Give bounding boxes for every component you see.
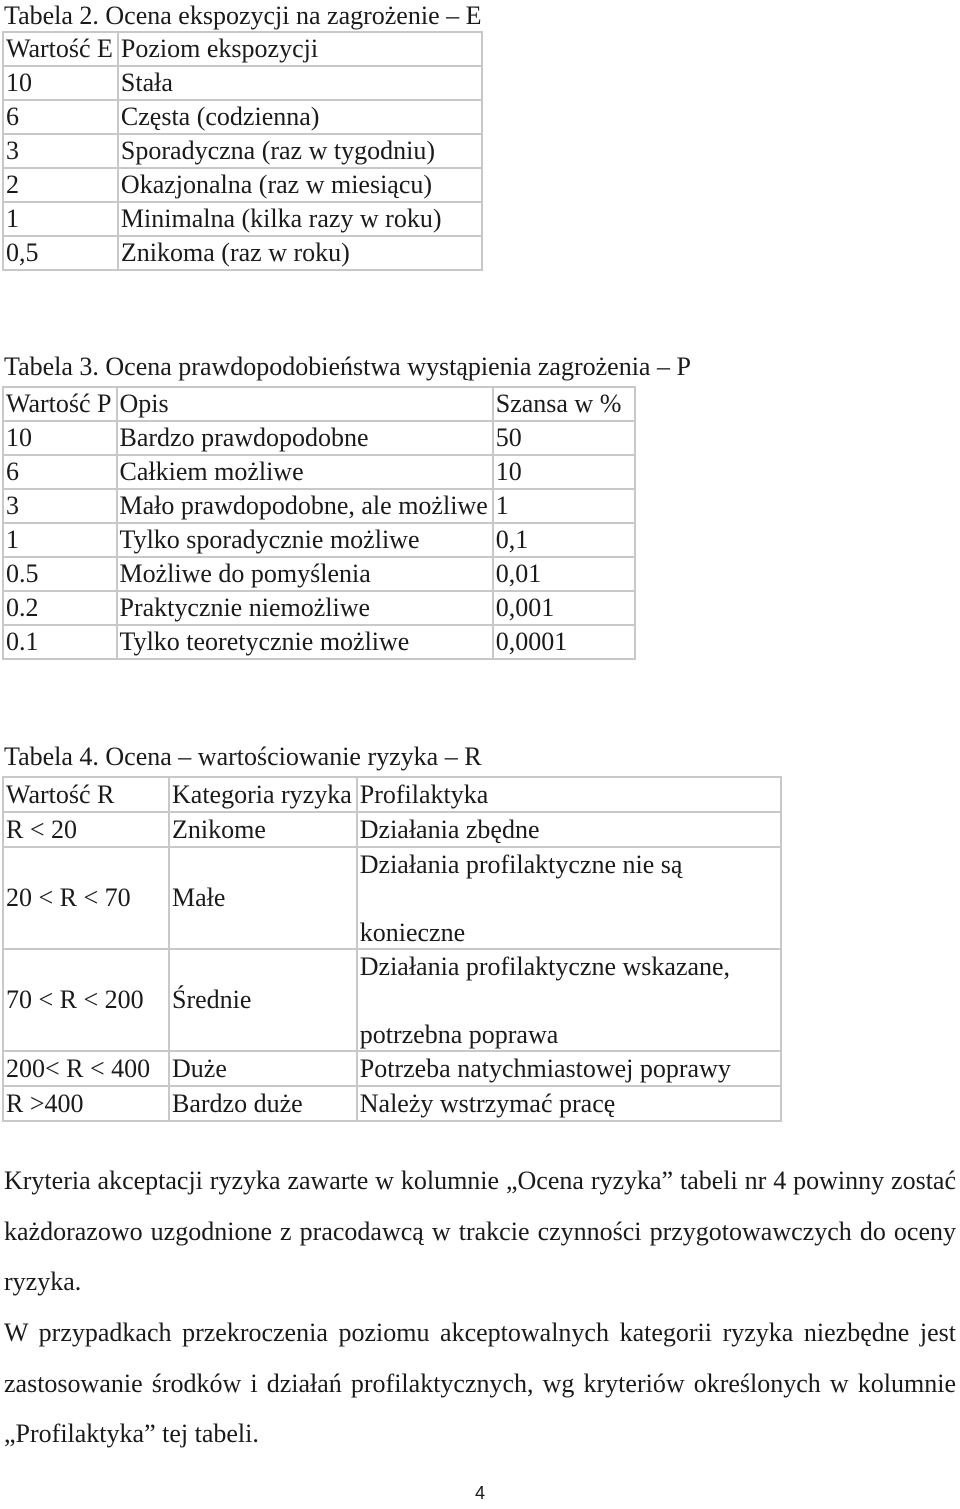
- table-cell: 20 < R < 70: [3, 847, 169, 949]
- table-cell: Należy wstrzymać pracę: [357, 1086, 781, 1121]
- table-row: [3, 489, 635, 523]
- table-cell: [357, 847, 781, 949]
- table-cell: Tylko sporadycznie możliwe: [117, 523, 493, 557]
- table-cell: Stała: [118, 66, 482, 100]
- exceedance-paragraph: W przypadkach przekroczenia poziomu akceptowalnych kategorii ryzyka niezbędne jest zastosowanie środków i działań profilaktycznych, wg kryteriów określonych w kolumnie „Profilaktyka” tej tabeli.: [4, 1318, 956, 1448]
- table-cell: Znikome: [169, 812, 357, 847]
- table-header-cell: Opis: [117, 387, 493, 421]
- table-cell: [357, 949, 781, 1051]
- table-cell: Bardzo duże: [169, 1086, 357, 1121]
- table-cell: Okazjonalna (raz w miesiącu): [118, 168, 482, 202]
- table-header-cell: Poziom ekspozycji: [118, 32, 482, 66]
- table-row: [3, 455, 635, 489]
- table-cell: 0.5: [3, 557, 117, 591]
- table-cell: Całkiem możliwe: [117, 455, 493, 489]
- table-cell: Mało prawdopodobne, ale możliwe: [117, 489, 493, 523]
- prevention-line: Działania profilaktyczne nie są: [359, 850, 683, 879]
- table-cell: Minimalna (kilka razy w roku): [118, 202, 482, 236]
- table2-caption: Tabela 2. Ocena ekspozycji na zagrożenie – E: [4, 1, 482, 30]
- table-cell: 10: [3, 421, 117, 455]
- table-cell: 70 < R < 200: [3, 949, 169, 1051]
- table-cell: Możliwe do pomyślenia: [117, 557, 493, 591]
- probability-table: [2, 386, 636, 660]
- table-header-row: [3, 777, 781, 812]
- table-cell: 10: [3, 66, 118, 100]
- table-cell: 1: [3, 523, 117, 557]
- page-number: 4: [474, 1483, 485, 1503]
- table-cell: Praktycznie niemożliwe: [117, 591, 493, 625]
- risk-table: [2, 776, 782, 1122]
- table-cell: Bardzo prawdopodobne: [117, 421, 493, 455]
- table-cell: 0,1: [493, 523, 635, 557]
- table3-caption: Tabela 3. Ocena prawdopodobieństwa wystąpienia zagrożenia – P: [4, 352, 691, 381]
- exposure-table: [2, 31, 483, 271]
- prevention-line: potrzebna poprawa: [359, 1020, 559, 1049]
- table-row: [3, 557, 635, 591]
- table-row: [3, 1086, 781, 1121]
- table-cell: Tylko teoretycznie możliwe: [117, 625, 493, 659]
- table-cell: 1: [493, 489, 635, 523]
- table-header-cell: Wartość R: [3, 777, 169, 812]
- table-cell: R < 20: [3, 812, 169, 847]
- table-row: [3, 134, 482, 168]
- table-cell: Częsta (codzienna): [118, 100, 482, 134]
- table-cell: Małe: [169, 847, 357, 949]
- table-cell: Duże: [169, 1051, 357, 1086]
- table-row: [3, 625, 635, 659]
- table-header-cell: Wartość E: [3, 32, 118, 66]
- table-header-cell: Kategoria ryzyka: [169, 777, 357, 812]
- table-cell: Średnie: [169, 949, 357, 1051]
- table-cell: 0,001: [493, 591, 635, 625]
- table-row: [3, 847, 781, 949]
- table-header-row: [3, 32, 482, 66]
- table-row: [3, 949, 781, 1051]
- table-header-cell: Szansa w %: [493, 387, 635, 421]
- table-row: [3, 236, 482, 270]
- table-cell: 1: [3, 202, 118, 236]
- table-cell: 0.2: [3, 591, 117, 625]
- table-row: [3, 100, 482, 134]
- table-cell: 10: [493, 455, 635, 489]
- table-cell: Znikoma (raz w roku): [118, 236, 482, 270]
- table-row: [3, 421, 635, 455]
- prevention-line: konieczne: [359, 918, 466, 947]
- table-row: [3, 812, 781, 847]
- table-cell: 200< R < 400: [3, 1051, 169, 1086]
- acceptance-criteria-paragraph: Kryteria akceptacji ryzyka zawarte w kolumnie „Ocena ryzyka” tabeli nr 4 powinny zostać każdorazowo uzgodnione z pracodawcą w trakcie czynności przygotowawczych do oceny ryzyka.: [4, 1166, 956, 1296]
- table-cell: 3: [3, 134, 118, 168]
- table-row: [3, 66, 482, 100]
- table-row: [3, 1051, 781, 1086]
- table-cell: Działania zbędne: [357, 812, 781, 847]
- table-row: [3, 202, 482, 236]
- table-cell: 2: [3, 168, 118, 202]
- table-cell: 0,01: [493, 557, 635, 591]
- prevention-line: Działania profilaktyczne wskazane,: [359, 952, 731, 981]
- table-header-row: [3, 387, 635, 421]
- table-row: [3, 168, 482, 202]
- table-cell: R >400: [3, 1086, 169, 1121]
- table-cell: 6: [3, 455, 117, 489]
- table-row: [3, 591, 635, 625]
- table-cell: Sporadyczna (raz w tygodniu): [118, 134, 482, 168]
- table4-caption: Tabela 4. Ocena – wartościowanie ryzyka – R: [4, 742, 482, 771]
- table-cell: Potrzeba natychmiastowej poprawy: [357, 1051, 781, 1086]
- table-row: [3, 523, 635, 557]
- table-cell: 6: [3, 100, 118, 134]
- table-header-cell: Wartość P: [3, 387, 117, 421]
- table-header-cell: Profilaktyka: [357, 777, 781, 812]
- table-cell: 3: [3, 489, 117, 523]
- table-cell: 0,5: [3, 236, 118, 270]
- table-cell: 0.1: [3, 625, 117, 659]
- table-cell: 0,0001: [493, 625, 635, 659]
- table-cell: 50: [493, 421, 635, 455]
